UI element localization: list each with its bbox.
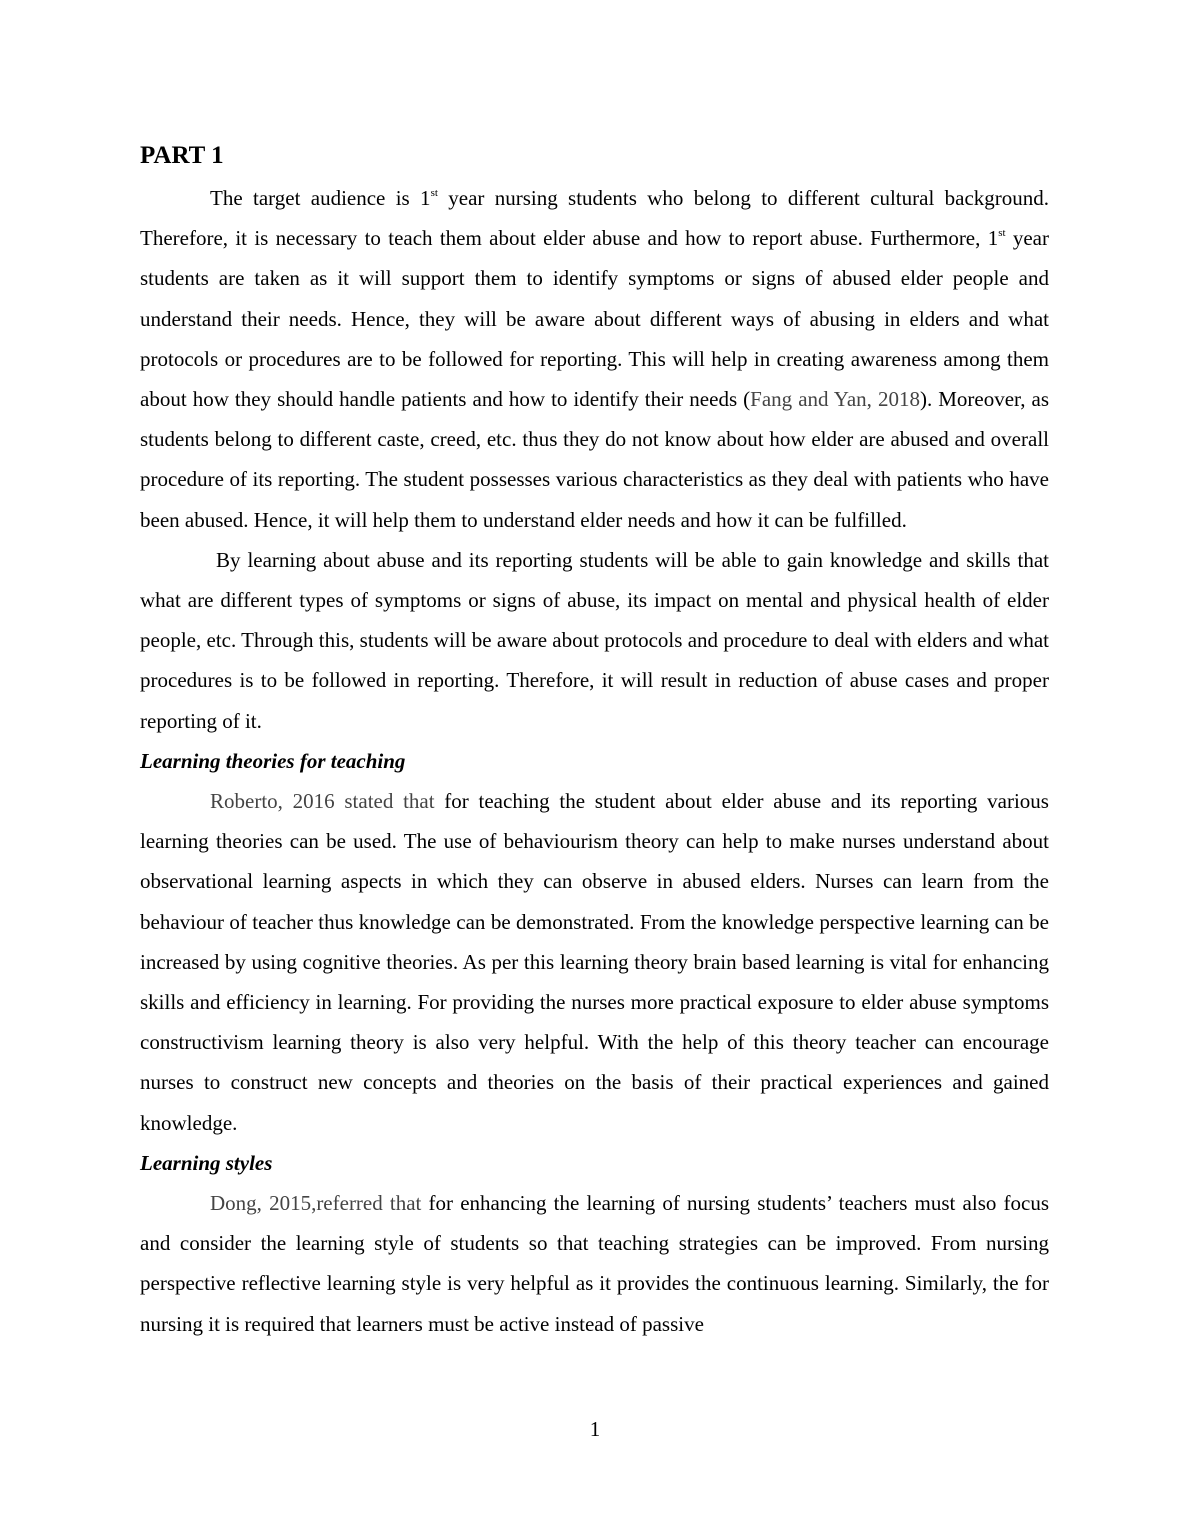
paragraph-learning-theories (140, 781, 1049, 1143)
paragraph-target-audience (140, 178, 1049, 540)
part-heading: PART 1 (140, 142, 224, 169)
citation: Dong, 2015,referred that (210, 1191, 422, 1216)
citation: Fang and Yan, 2018 (750, 387, 920, 412)
paragraph-text: year nursing students who belong to different cultural background. Therefore, it is necessary to teach them about elder abuse and how to report abuse. Furthermore, 1 (140, 186, 1050, 251)
page-number: 1 (589, 1417, 601, 1441)
paragraph-text: The target audience is 1 (210, 186, 431, 210)
ordinal-superscript: st (430, 187, 438, 199)
paragraph-learning-benefits: By learning about abuse and its reporting students will be able to gain knowledge and skills that what are different types of symptoms or signs of abuse, its impact on mental and physical health of elder people, etc. Through this, students will be aware about protocols and procedure to deal with elders and what procedures is to be followed in reporting. Therefore, it will result in reduction of abuse cases and proper reporting of it. (140, 547, 1049, 733)
section-heading-learning-theories: Learning theories for teaching (140, 748, 406, 773)
ordinal-superscript: st (998, 227, 1006, 240)
paragraph-learning-styles (140, 1183, 1049, 1344)
section-heading-learning-styles: Learning styles (140, 1150, 273, 1175)
paragraph-text: year students are taken as it will support them to identify symptoms or signs of abused elder people and understand their needs. Hence, they will be aware about different ways of abusing in elders and what protocols or procedures are to be followed for reporting. This will help in creating awareness among them about how they should handle patients and how to identify their needs ( (140, 226, 1049, 412)
paragraph-text: for teaching the student about elder abuse and its reporting various learning theories can be used. The use of behaviourism theory can help to make nurses understand about observational learning aspects in which they can observe in abused elders. Nurses can learn from the behaviour of teacher thus knowledge can be demonstrated. From the knowledge perspective learning can be increased by using cognitive theories. As per this learning theory brain based learning is vital for enhancing skills and efficiency in learning. For providing the nurses more practical exposure to elder abuse symptoms constructivism learning theory is also very helpful. With the help of this theory teacher can encourage nurses to construct new concepts and theories on the basis of their practical experiences and gained knowledge. (140, 789, 1049, 1135)
citation: Roberto, 2016 stated that (210, 789, 435, 814)
document-page (140, 138, 1049, 1344)
paragraph-text: for enhancing the learning of nursing students’ teachers must also focus and consider the learning style of students so that teaching strategies can be improved. From nursing perspective reflective learning style is very helpful as it provides the continuous learning. Similarly, the for nursing it is required that learners must be active instead of passive (140, 1191, 1050, 1336)
paragraph-text: ). Moreover, as students belong to different caste, creed, etc. thus they do not know about how elder are abused and overall procedure of its reporting. The student possesses various characteristics as they deal with patients who have been abused. Hence, it will help them to understand elder needs and how it can be fulfilled. (140, 387, 1049, 532)
